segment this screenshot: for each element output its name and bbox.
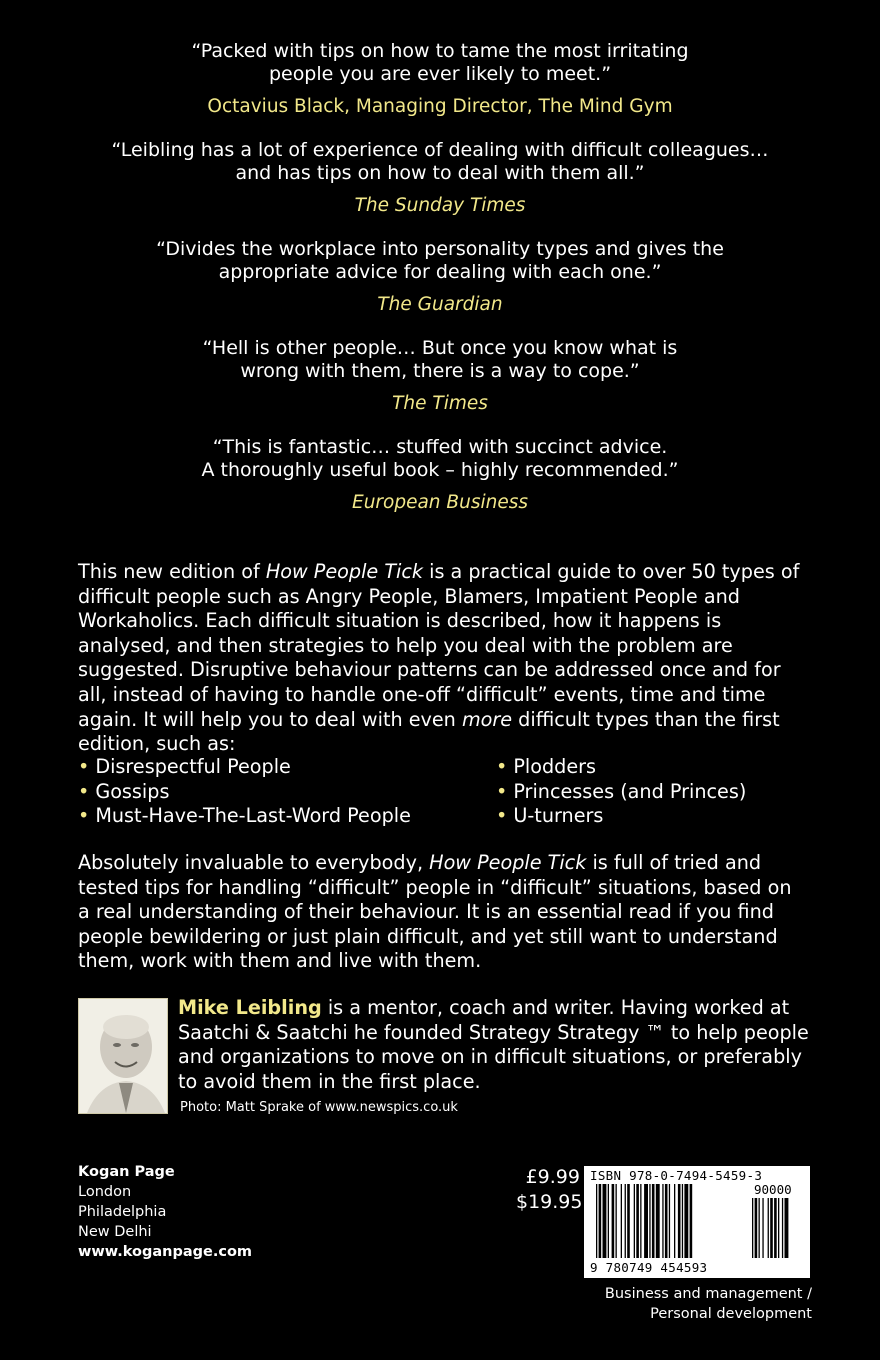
endorsement-quote	[0, 436, 880, 515]
list-item: • Gossips	[78, 779, 170, 803]
prices	[516, 1165, 583, 1215]
quote-source: Octavius Black, Managing Director, The Mind Gym	[207, 96, 673, 117]
list-item: • Must-Have-The-Last-Word People	[78, 804, 411, 827]
bullet-column-left	[78, 755, 411, 829]
publisher-name: Kogan Page	[78, 1164, 175, 1180]
isbn-number: ISBN 978-0-7494-5459-3	[590, 1168, 763, 1183]
quote-text: “Packed with tips on how to tame the most irritating people you are ever likely to meet.”	[191, 40, 689, 85]
publisher-city: Philadelphia	[78, 1204, 167, 1220]
quote-source: The Sunday Times	[354, 195, 526, 216]
photo-credit: Photo: Matt Sprake of www.newspics.co.uk	[180, 1100, 458, 1115]
endorsements	[0, 40, 880, 535]
quote-text: “Hell is other people… But once you know what is wrong with them, there is a way to cope.”	[202, 337, 678, 382]
list-item: • Plodders	[496, 755, 597, 778]
bullet-icon: •	[78, 804, 90, 827]
price-gbp: £9.99	[525, 1166, 580, 1188]
quote-source: European Business	[352, 492, 528, 513]
endorsement-quote	[0, 139, 880, 218]
list-item: • U-turners	[496, 804, 604, 827]
quote-text: “Divides the workplace into personality types and gives the appropriate advice for dealing with each one.”	[156, 238, 724, 283]
publisher-city: New Delhi	[78, 1224, 152, 1240]
quote-text: “This is fantastic… stuffed with succinct advice. A thoroughly useful book – highly recommended.”	[201, 436, 679, 481]
endorsement-quote	[0, 337, 880, 416]
quote-text: “Leibling has a lot of experience of dealing with difficult colleagues… and has tips on how to deal with them all.”	[111, 139, 769, 184]
bullet-icon: •	[78, 779, 90, 803]
quote-source: The Times	[392, 393, 488, 414]
barcode	[584, 1166, 810, 1278]
author-photo	[78, 998, 168, 1114]
list-item: • Princesses (and Princes)	[496, 779, 747, 803]
book-title: How People Tick	[429, 851, 587, 874]
ean-number: 9 780749 454593	[590, 1260, 708, 1275]
barcode-bars-icon	[596, 1184, 806, 1260]
endorsement-quote	[0, 40, 880, 119]
endorsement-quote	[0, 238, 880, 317]
publisher-info	[78, 1162, 252, 1262]
summary-paragraph: Absolutely invaluable to everybody, How People Tick is full of tried and tested tips for handling “difficult” people in “difficult” situations, based on a real understanding of their behaviour. It is an essential read if you find people bewildering or just plain difficult, and yet still want to understand them, work with them and live with them.	[78, 851, 792, 973]
quote-source: The Guardian	[377, 294, 503, 315]
publisher-city: London	[78, 1184, 132, 1200]
bullet-icon: •	[496, 779, 508, 803]
bullet-icon: •	[78, 755, 90, 778]
author-bio: Mike Leibling is a mentor, coach and writer. Having worked at Saatchi & Saatchi he founded Strategy Strategy ™ to help people and organizations to move on in difficult situations, or preferably to avoid them in the first place.	[178, 996, 809, 1093]
book-category: Business and management / Personal development	[604, 1286, 812, 1322]
publisher-url: www.koganpage.com	[78, 1244, 253, 1260]
author-name: Mike Leibling	[178, 996, 322, 1019]
bullet-column-right	[496, 755, 746, 829]
list-item: • Disrespectful People	[78, 755, 291, 778]
price-usd: $19.95	[516, 1191, 583, 1213]
book-title: How People Tick	[265, 560, 424, 583]
bullet-icon: •	[496, 804, 508, 827]
description-paragraph: This new edition of How People Tick is a practical guide to over 50 types of difficult people such as Angry People, Blamers, Impatient People and Workaholics. Each difficult situation is described, how it happens is analysed, and then strategies to help you deal with the problem are suggested. Disruptive behaviour patterns can be addressed once and for all, instead of having to handle one-off “difficult” events, time and time again. It will help you to deal with even more difficult types than the first edition, such as:	[78, 560, 800, 756]
bullet-icon: •	[496, 755, 508, 778]
barcode-price-code: 90000	[754, 1182, 792, 1197]
